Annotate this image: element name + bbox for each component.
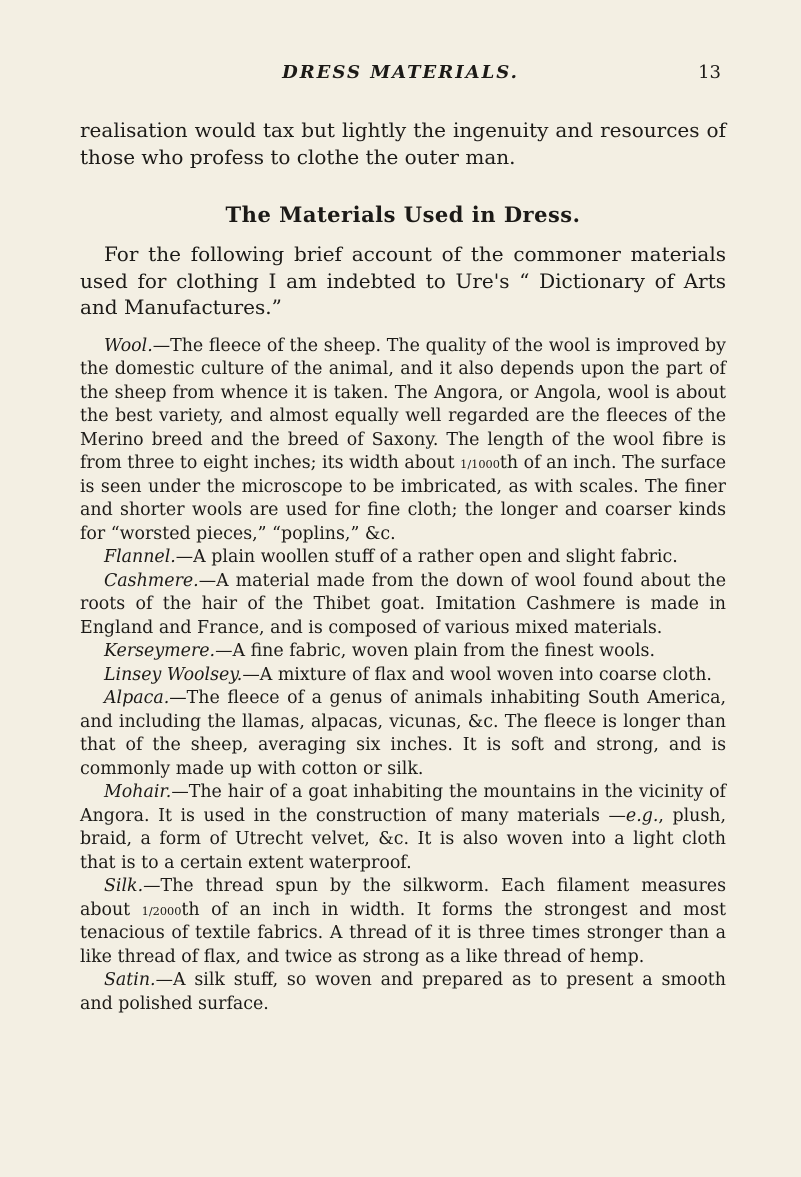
entry-term: Cashmere. <box>104 570 199 591</box>
entry-term: Mohair. <box>104 782 172 803</box>
entry-term: Wool. <box>104 335 153 356</box>
entry-term: Flannel. <box>104 547 176 568</box>
entry-text: —A material made from the down of wool found about the roots of the hair of the Thibet goat. Imitation Cashmere is made in England and France, and is composed of various mixed materials. <box>80 570 726 638</box>
entry-text: —A plain woollen stuff of a rather open and slight fabric. <box>175 547 678 568</box>
fraction: 1/1000 <box>460 458 500 472</box>
entry-text: —The fleece of a genus of animals inhabiting South America, and including the llamas, alpacas, vicunas, &c. The fleece is longer than that of the sheep, averaging six inches. It is soft and strong, and is commonly made up with cotton or silk. <box>80 688 726 779</box>
entry-text: —A fine fabric, woven plain from the finest wools. <box>215 641 655 662</box>
entry-wool <box>80 335 726 546</box>
entry-term: Linsey Woolsey. <box>104 664 243 685</box>
entry-alpaca <box>80 687 726 781</box>
entry-silk <box>80 875 726 969</box>
fraction: 1/2000 <box>141 904 182 918</box>
entry-cashmere <box>80 570 726 640</box>
page-content <box>80 117 726 1016</box>
entry-text: —The hair of a goat inhabiting the mountains in the vicinity of Angora. It is used in the construction of many materials — <box>80 782 726 826</box>
section-title: The Materials Used in Dress. <box>225 202 581 228</box>
entry-term: Alpaca. <box>104 688 170 709</box>
entry-text: —A mixture of flax and wool woven into coarse cloth. <box>242 664 712 685</box>
page-number: 13 <box>698 62 721 83</box>
entry-term: Kerseymere. <box>104 641 216 662</box>
entry-abbrev: e.g. <box>625 805 659 826</box>
entry-term: Silk. <box>104 876 144 897</box>
running-head: DRESS MATERIALS. <box>282 62 519 83</box>
page-header <box>80 62 721 92</box>
entry-text: —A silk stuff, so woven and prepared as to present a smooth and polished surface. <box>80 970 726 1014</box>
entry-kerseymere <box>80 640 726 663</box>
entry-text: —The thread spun by the silkworm. Each filament measures about <box>80 876 726 920</box>
entry-flannel <box>80 546 726 569</box>
entry-text: , plush, braid, a form of Utrecht velvet, &c. It is also woven into a light cloth that is to a certain extent waterproof. <box>80 805 726 873</box>
entry-mohair <box>80 781 726 875</box>
entry-text: th of an inch in width. It forms the strongest and most tenacious of textile fabrics. A thread of it is three times stronger than a like thread of flax, and twice as strong as a like thread of hemp. <box>80 899 727 967</box>
entry-linsey-woolsey <box>80 664 726 687</box>
entry-term: Satin. <box>104 970 156 991</box>
entry-satin <box>80 969 726 1016</box>
lead-paragraph: For the following brief account of the commoner materials used for clothing I am indebted to Ure's “ Dictionary of Arts and Manufactures.” <box>80 242 726 320</box>
intro-paragraph: realisation would tax but lightly the ingenuity and resources of those who profess to clothe the outer man. <box>80 118 726 169</box>
entry-text: —The fleece of the sheep. The quality of the wool is improved by the domestic culture of the animal, and it also depends upon the part of the sheep from whence it is taken. The Angora, or Angola, wool is about the best variety, and almost equally well regarded are the fleeces of the Merino breed and the breed of Saxony. The length of the wool fibre is from three to eight inches; its width about <box>80 335 726 474</box>
entry-text: th of an inch. The surface is seen under the microscope to be imbricated, as with scales. The finer and shorter wools are used for fine cloth; the longer and coarser kinds for “worsted pieces,” “poplins,” &c. <box>80 453 726 544</box>
